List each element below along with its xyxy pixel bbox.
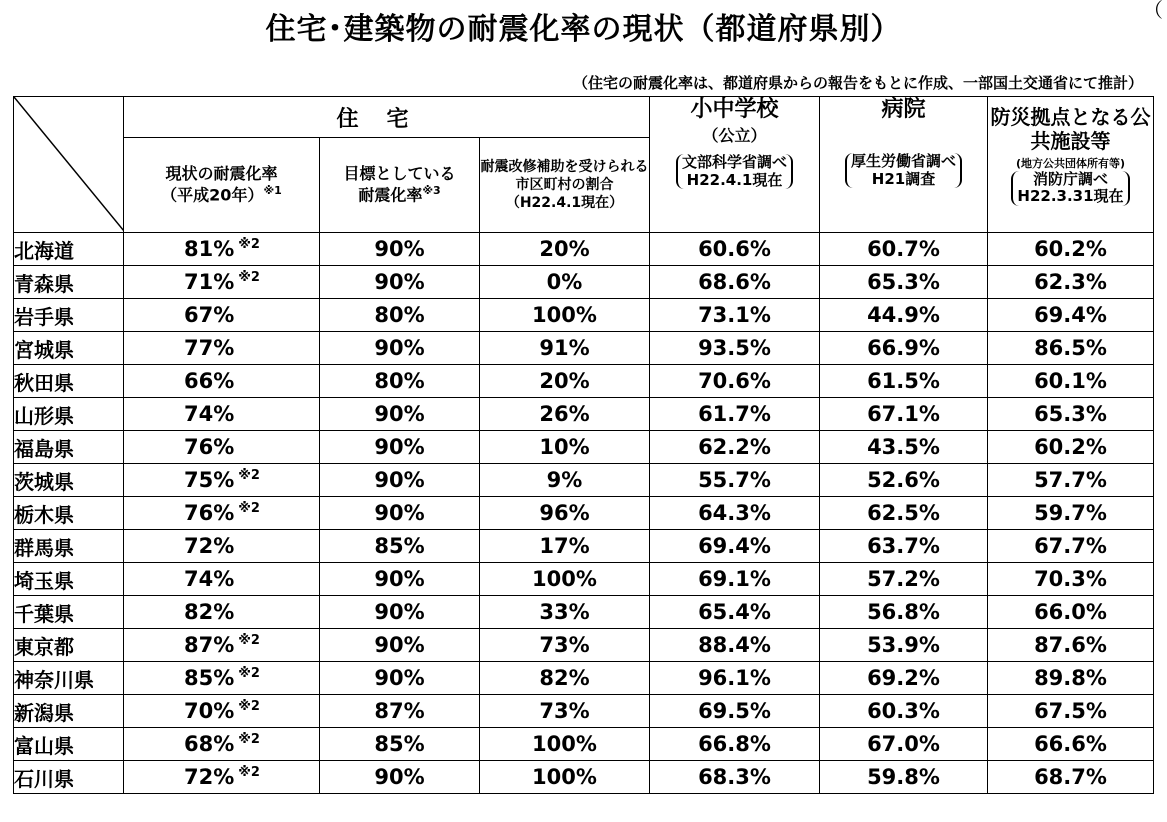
school-rate-cell: 68.3% bbox=[650, 761, 820, 794]
table-row bbox=[14, 233, 1154, 266]
subsidy-rate-cell: 20% bbox=[480, 365, 650, 398]
disaster-base-rate-cell: 67.7% bbox=[988, 530, 1154, 563]
current-rate-label: 現状の耐震化率 bbox=[165, 164, 278, 184]
disaster-base-rate-cell: 65.3% bbox=[988, 398, 1154, 431]
subsidy-rate-cell: 100% bbox=[480, 761, 650, 794]
current-rate-value: 68% bbox=[184, 732, 235, 756]
table-row bbox=[14, 299, 1154, 332]
prefecture-cell: 栃木県 bbox=[14, 497, 124, 530]
current-rate-cell bbox=[124, 497, 320, 530]
target-rate-cell: 90% bbox=[320, 464, 480, 497]
hospital-rate-cell: 67.1% bbox=[820, 398, 988, 431]
current-rate-value: 82% bbox=[184, 600, 235, 624]
hospital-rate-cell: 65.3% bbox=[820, 266, 988, 299]
prefecture-cell: 福島県 bbox=[14, 431, 124, 464]
hospitals-title: 病院 bbox=[881, 97, 926, 122]
current-rate-cell bbox=[124, 728, 320, 761]
hospital-rate-cell: 62.5% bbox=[820, 497, 988, 530]
current-rate-cell bbox=[124, 431, 320, 464]
schools-header bbox=[650, 97, 820, 233]
table-row bbox=[14, 464, 1154, 497]
subsidy-rate-cell: 96% bbox=[480, 497, 650, 530]
footnote-2-mark: ※2 bbox=[238, 237, 260, 252]
current-rate-cell bbox=[124, 266, 320, 299]
hospital-rate-cell: 44.9% bbox=[820, 299, 988, 332]
current-rate-year: （平成20年） bbox=[161, 185, 264, 205]
prefecture-cell: 茨城県 bbox=[14, 464, 124, 497]
hospital-rate-cell: 60.7% bbox=[820, 233, 988, 266]
diagonal-line bbox=[14, 97, 124, 231]
school-rate-cell: 68.6% bbox=[650, 266, 820, 299]
disaster-survey-source: 消防庁調べ bbox=[1032, 170, 1108, 188]
hospital-rate-cell: 52.6% bbox=[820, 464, 988, 497]
subsidy-rate-cell: 73% bbox=[480, 629, 650, 662]
disaster-base-rate-cell: 70.3% bbox=[988, 563, 1154, 596]
prefecture-cell: 千葉県 bbox=[14, 596, 124, 629]
disaster-header bbox=[988, 97, 1154, 233]
disaster-base-rate-cell: 87.6% bbox=[988, 629, 1154, 662]
schools-title: 小中学校 bbox=[690, 97, 779, 122]
school-rate-cell: 96.1% bbox=[650, 662, 820, 695]
school-rate-cell: 55.7% bbox=[650, 464, 820, 497]
disaster-survey-date: H22.3.31現在 bbox=[1017, 187, 1124, 206]
subsidy-rate-cell: 100% bbox=[480, 299, 650, 332]
target-rate-cell: 80% bbox=[320, 299, 480, 332]
target-rate-header bbox=[320, 138, 480, 233]
table-body bbox=[14, 233, 1154, 794]
prefecture-cell: 秋田県 bbox=[14, 365, 124, 398]
prefecture-cell: 富山県 bbox=[14, 728, 124, 761]
table-row bbox=[14, 398, 1154, 431]
hospital-rate-cell: 66.9% bbox=[820, 332, 988, 365]
schools-subtitle: （公立） bbox=[702, 126, 767, 146]
current-rate-cell bbox=[124, 629, 320, 662]
target-rate-cell: 90% bbox=[320, 662, 480, 695]
schools-survey-note bbox=[676, 154, 793, 189]
target-rate-cell: 87% bbox=[320, 695, 480, 728]
current-rate-cell bbox=[124, 563, 320, 596]
target-rate-cell: 90% bbox=[320, 563, 480, 596]
target-rate-cell: 90% bbox=[320, 233, 480, 266]
table-row bbox=[14, 596, 1154, 629]
hospital-rate-cell: 63.7% bbox=[820, 530, 988, 563]
disaster-base-rate-cell: 66.6% bbox=[988, 728, 1154, 761]
current-rate-cell bbox=[124, 761, 320, 794]
current-rate-value: 75% bbox=[184, 468, 235, 492]
housing-group-header: 住宅 bbox=[124, 97, 650, 138]
prefecture-cell: 神奈川県 bbox=[14, 662, 124, 695]
current-rate-value: 72% bbox=[184, 534, 235, 558]
target-rate-cell: 90% bbox=[320, 596, 480, 629]
target-rate-cell: 90% bbox=[320, 266, 480, 299]
disaster-base-rate-cell: 62.3% bbox=[988, 266, 1154, 299]
prefecture-cell: 新潟県 bbox=[14, 695, 124, 728]
table-row bbox=[14, 662, 1154, 695]
subsidy-rate-cell: 33% bbox=[480, 596, 650, 629]
current-rate-cell bbox=[124, 695, 320, 728]
school-rate-cell: 93.5% bbox=[650, 332, 820, 365]
current-rate-value: 76% bbox=[184, 435, 235, 459]
footnote-2-mark: ※2 bbox=[238, 270, 260, 285]
target-rate-cell: 90% bbox=[320, 497, 480, 530]
current-rate-cell bbox=[124, 332, 320, 365]
prefecture-cell: 群馬県 bbox=[14, 530, 124, 563]
target-rate-cell: 80% bbox=[320, 365, 480, 398]
current-rate-value: 77% bbox=[184, 336, 235, 360]
school-rate-cell: 64.3% bbox=[650, 497, 820, 530]
table-row bbox=[14, 728, 1154, 761]
current-rate-cell bbox=[124, 365, 320, 398]
disaster-survey-note bbox=[1011, 171, 1129, 206]
prefecture-cell: 岩手県 bbox=[14, 299, 124, 332]
current-rate-cell bbox=[124, 596, 320, 629]
target-rate-cell: 90% bbox=[320, 761, 480, 794]
subsidy-rate-cell: 91% bbox=[480, 332, 650, 365]
footnote-2-mark: ※2 bbox=[238, 633, 260, 648]
table-row bbox=[14, 365, 1154, 398]
footnote-2-mark: ※2 bbox=[238, 699, 260, 714]
current-rate-value: 74% bbox=[184, 402, 235, 426]
subsidy-rate-cell: 73% bbox=[480, 695, 650, 728]
school-rate-cell: 88.4% bbox=[650, 629, 820, 662]
footnote-2-mark: ※2 bbox=[238, 501, 260, 516]
prefecture-cell: 北海道 bbox=[14, 233, 124, 266]
hospitals-survey-note bbox=[845, 153, 962, 188]
corner-diagonal-cell bbox=[14, 97, 124, 233]
disaster-base-rate-cell: 60.1% bbox=[988, 365, 1154, 398]
disaster-base-rate-cell: 89.8% bbox=[988, 662, 1154, 695]
prefecture-cell: 青森県 bbox=[14, 266, 124, 299]
current-rate-cell bbox=[124, 299, 320, 332]
subsidy-rate-cell: 100% bbox=[480, 728, 650, 761]
school-rate-cell: 60.6% bbox=[650, 233, 820, 266]
disaster-base-rate-cell: 86.5% bbox=[988, 332, 1154, 365]
school-rate-cell: 70.6% bbox=[650, 365, 820, 398]
prefecture-cell: 山形県 bbox=[14, 398, 124, 431]
schools-survey-date: H22.4.1現在 bbox=[686, 170, 783, 189]
subsidy-rate-cell: 26% bbox=[480, 398, 650, 431]
current-rate-value: 67% bbox=[184, 303, 235, 327]
subsidy-rate-cell: 0% bbox=[480, 266, 650, 299]
table-row bbox=[14, 761, 1154, 794]
footnote-2-mark: ※2 bbox=[238, 666, 260, 681]
table-row bbox=[14, 563, 1154, 596]
table-row bbox=[14, 332, 1154, 365]
table-row bbox=[14, 497, 1154, 530]
current-rate-value: 66% bbox=[184, 369, 235, 393]
target-rate-cell: 85% bbox=[320, 530, 480, 563]
hospital-rate-cell: 56.8% bbox=[820, 596, 988, 629]
subsidy-rate-cell: 17% bbox=[480, 530, 650, 563]
hospital-rate-cell: 67.0% bbox=[820, 728, 988, 761]
hospital-rate-cell: 61.5% bbox=[820, 365, 988, 398]
disaster-base-rate-cell: 69.4% bbox=[988, 299, 1154, 332]
hospital-rate-cell: 57.2% bbox=[820, 563, 988, 596]
current-rate-cell bbox=[124, 233, 320, 266]
hospitals-header bbox=[820, 97, 988, 233]
footnote-2-mark: ※2 bbox=[238, 732, 260, 747]
current-rate-value: 85% bbox=[184, 666, 235, 690]
disaster-base-rate-cell: 60.2% bbox=[988, 233, 1154, 266]
hospital-rate-cell: 43.5% bbox=[820, 431, 988, 464]
disaster-base-rate-cell: 67.5% bbox=[988, 695, 1154, 728]
hospital-rate-cell: 60.3% bbox=[820, 695, 988, 728]
prefecture-cell: 宮城県 bbox=[14, 332, 124, 365]
current-rate-value: 76% bbox=[184, 501, 235, 525]
current-rate-value: 74% bbox=[184, 567, 235, 591]
school-rate-cell: 65.4% bbox=[650, 596, 820, 629]
footnote-3: ※3 bbox=[422, 184, 441, 198]
footnote-2-mark: ※2 bbox=[238, 468, 260, 483]
footnote-1: ※1 bbox=[263, 184, 282, 198]
current-rate-header bbox=[124, 138, 320, 233]
schools-survey-source: 文部科学省調べ bbox=[681, 153, 787, 172]
school-rate-cell: 69.4% bbox=[650, 530, 820, 563]
target-rate-cell: 85% bbox=[320, 728, 480, 761]
current-rate-cell bbox=[124, 464, 320, 497]
subsidy-rate-cell: 9% bbox=[480, 464, 650, 497]
hospital-rate-cell: 69.2% bbox=[820, 662, 988, 695]
prefecture-cell: 埼玉県 bbox=[14, 563, 124, 596]
school-rate-cell: 62.2% bbox=[650, 431, 820, 464]
current-rate-value: 81% bbox=[184, 237, 235, 261]
school-rate-cell: 66.8% bbox=[650, 728, 820, 761]
subsidy-rate-cell: 10% bbox=[480, 431, 650, 464]
prefecture-cell: 石川県 bbox=[14, 761, 124, 794]
table-row bbox=[14, 530, 1154, 563]
hospital-rate-cell: 53.9% bbox=[820, 629, 988, 662]
current-rate-value: 87% bbox=[184, 633, 235, 657]
table-row bbox=[14, 431, 1154, 464]
seismic-rate-table bbox=[13, 96, 1154, 794]
school-rate-cell: 69.1% bbox=[650, 563, 820, 596]
source-note: （住宅の耐震化率は、都道府県からの報告をもとに作成、一部国土交通省にて推計） bbox=[572, 74, 1143, 92]
subsidy-header: 耐震改修補助を受けられる市区町村の割合（H22.4.1現在） bbox=[480, 138, 650, 233]
target-rate-label-1: 目標としている bbox=[343, 164, 456, 184]
corner-mark: （ bbox=[1143, 0, 1163, 22]
current-rate-value: 72% bbox=[184, 765, 235, 789]
footnote-2-mark: ※2 bbox=[238, 765, 260, 780]
target-rate-cell: 90% bbox=[320, 629, 480, 662]
hospitals-survey-date: H21調査 bbox=[871, 169, 936, 188]
target-rate-label-2: 耐震化率 bbox=[358, 185, 423, 205]
current-rate-value: 70% bbox=[184, 699, 235, 723]
table-row bbox=[14, 266, 1154, 299]
subsidy-rate-cell: 100% bbox=[480, 563, 650, 596]
disaster-title: 防災拠点となる公共施設等 bbox=[990, 105, 1151, 153]
table-row bbox=[14, 629, 1154, 662]
current-rate-cell bbox=[124, 398, 320, 431]
hospitals-survey-source: 厚生労働省調べ bbox=[850, 152, 956, 171]
page-title: 住宅･建築物の耐震化率の現状（都道府県別） bbox=[265, 12, 902, 47]
disaster-base-rate-cell: 57.7% bbox=[988, 464, 1154, 497]
target-rate-cell: 90% bbox=[320, 398, 480, 431]
target-rate-cell: 90% bbox=[320, 431, 480, 464]
school-rate-cell: 61.7% bbox=[650, 398, 820, 431]
target-rate-cell: 90% bbox=[320, 332, 480, 365]
disaster-base-rate-cell: 60.2% bbox=[988, 431, 1154, 464]
subsidy-rate-cell: 82% bbox=[480, 662, 650, 695]
prefecture-cell: 東京都 bbox=[14, 629, 124, 662]
school-rate-cell: 73.1% bbox=[650, 299, 820, 332]
current-rate-cell bbox=[124, 662, 320, 695]
disaster-base-rate-cell: 59.7% bbox=[988, 497, 1154, 530]
disaster-tiny-note: (地方公共団体所有等) bbox=[1015, 157, 1126, 170]
current-rate-value: 71% bbox=[184, 270, 235, 294]
school-rate-cell: 69.5% bbox=[650, 695, 820, 728]
disaster-base-rate-cell: 66.0% bbox=[988, 596, 1154, 629]
disaster-base-rate-cell: 68.7% bbox=[988, 761, 1154, 794]
subsidy-rate-cell: 20% bbox=[480, 233, 650, 266]
table-row bbox=[14, 695, 1154, 728]
hospital-rate-cell: 59.8% bbox=[820, 761, 988, 794]
current-rate-cell bbox=[124, 530, 320, 563]
